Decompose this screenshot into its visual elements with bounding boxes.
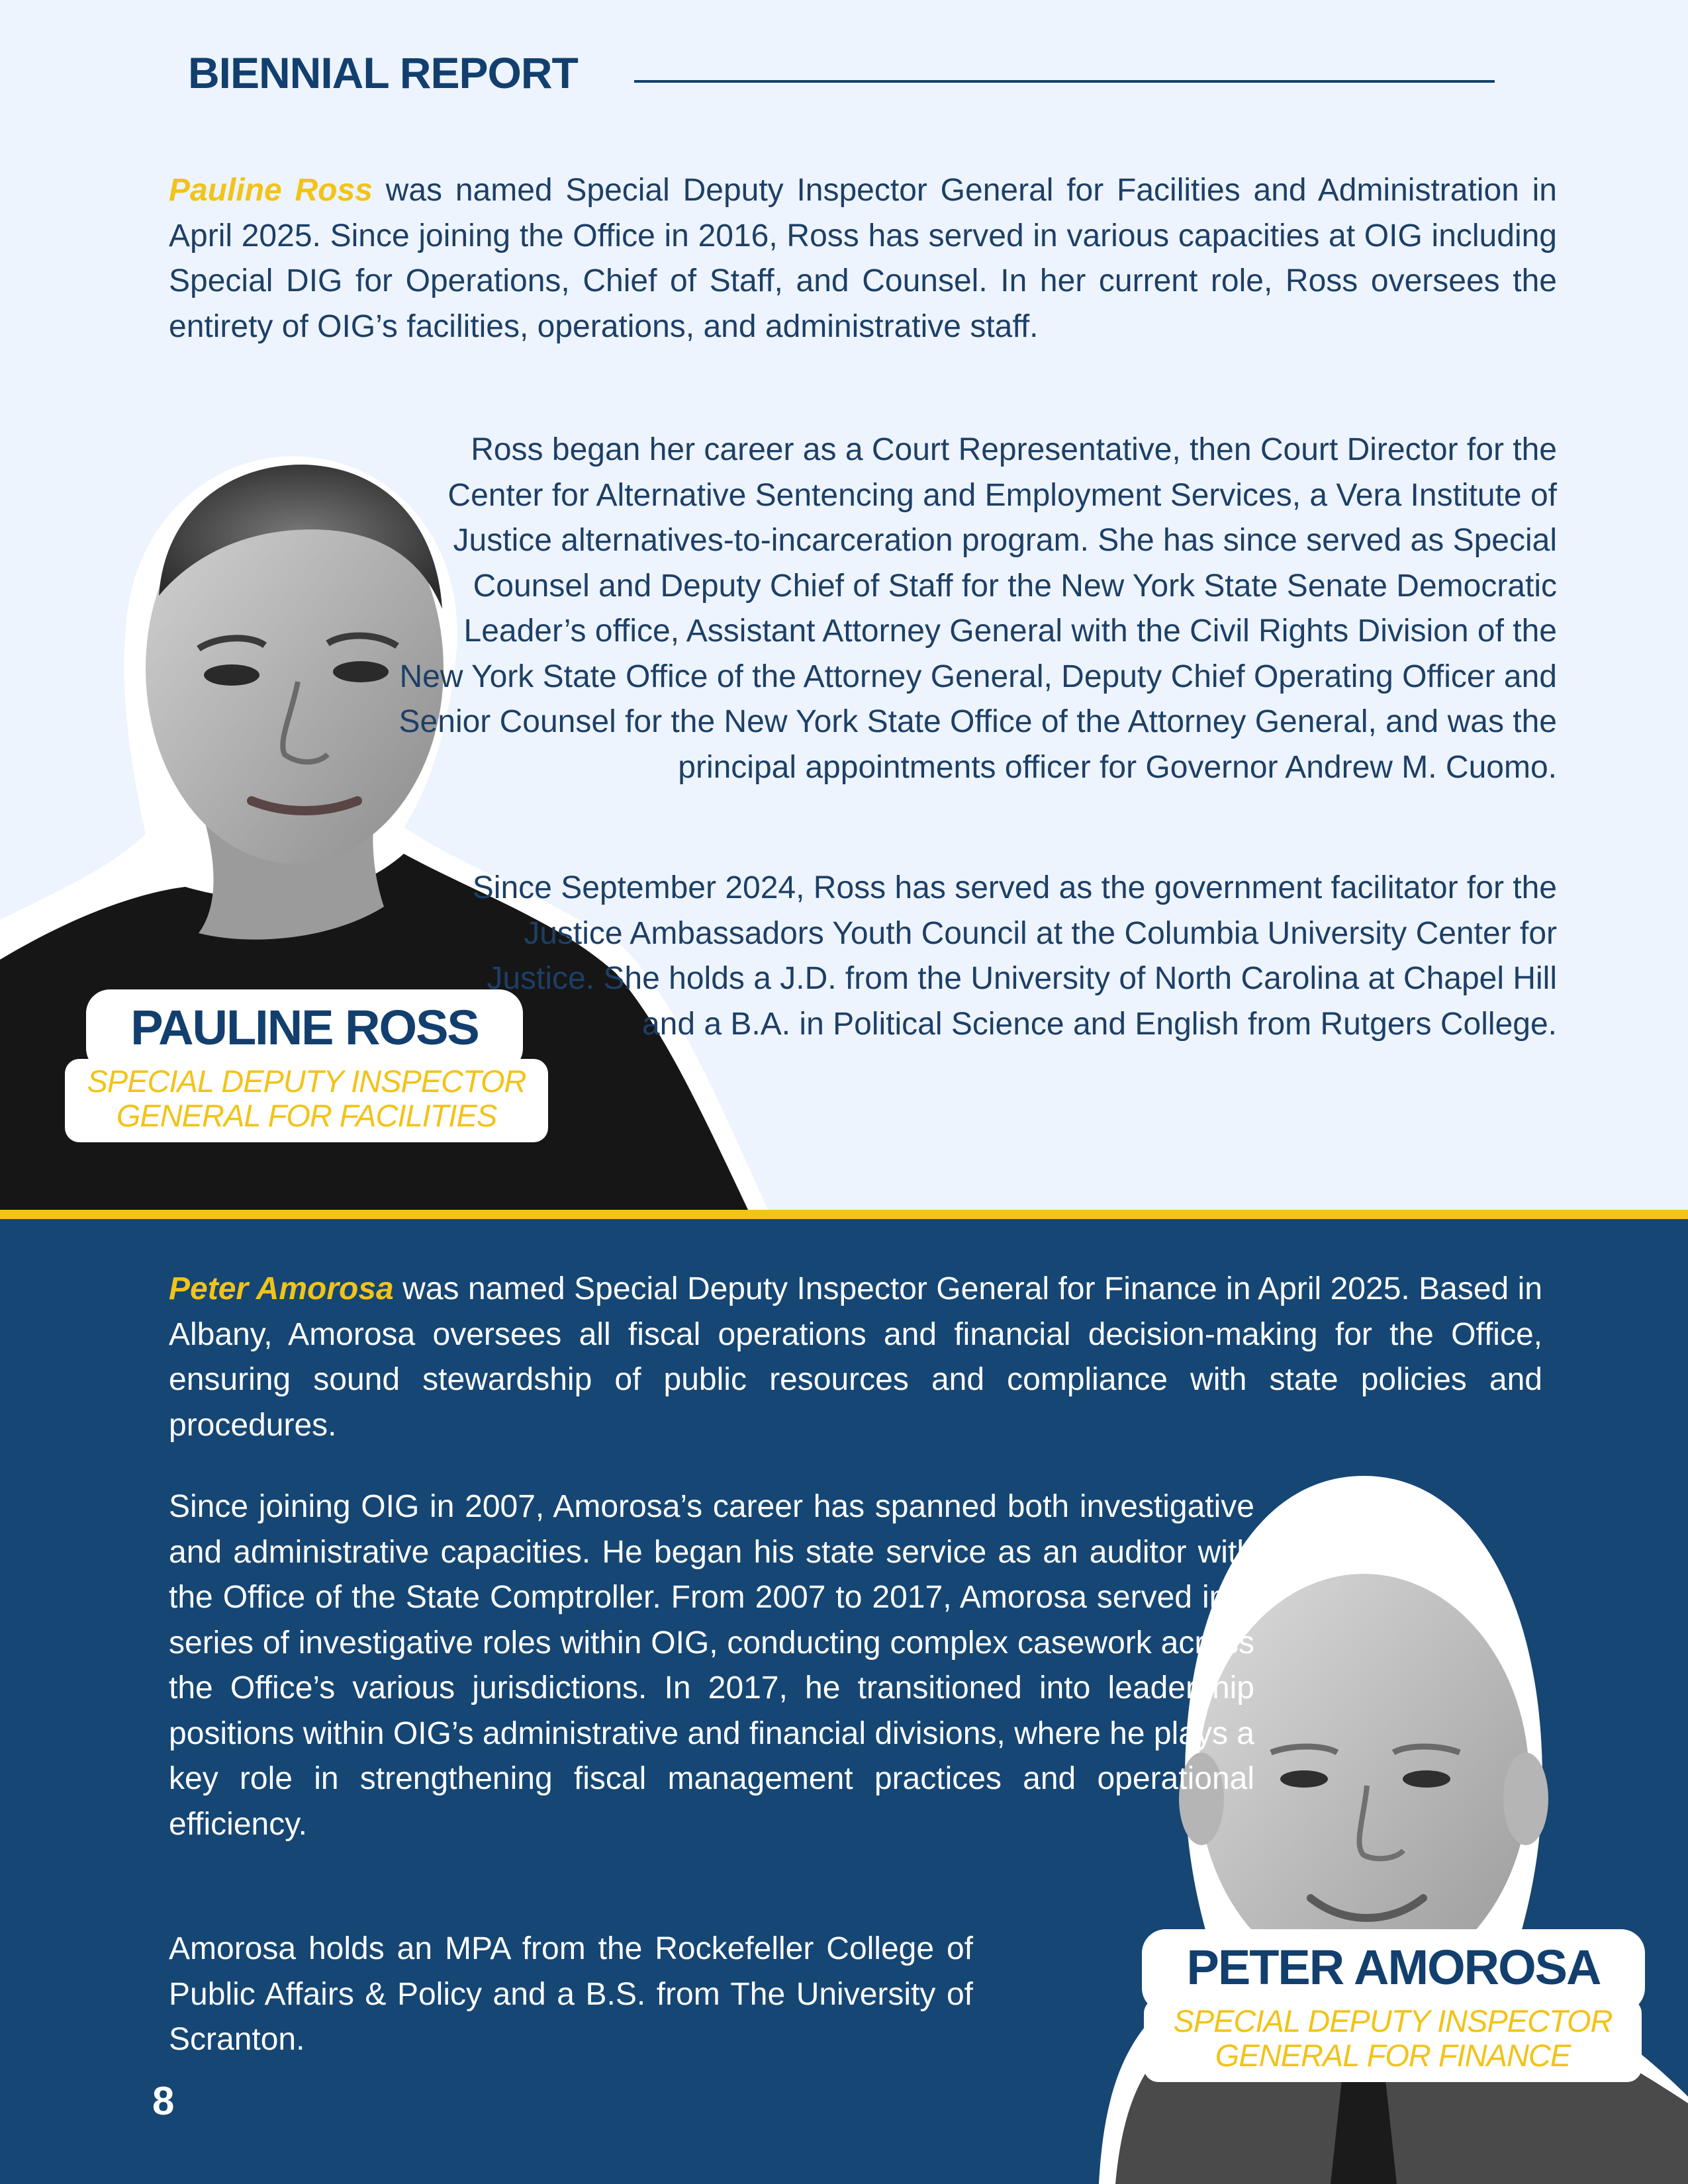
ross-name-label: PAULINE ROSS (130, 1000, 479, 1055)
report-header-title: BIENNIAL REPORT (188, 48, 578, 97)
amorosa-intro-paragraph (169, 1267, 1542, 1448)
ross-intro-text: was named Special Deputy Inspector General for Facilities and Administration in April 2025. Since joining the Office in 2016, Ross has served in various capacities at OIG including Special DIG for Operations, Chief of Staff, and Counsel. In her current role, Ross oversees the entirety of OIG’s facilities, operations, and administrative staff. (169, 173, 1557, 344)
amorosa-name-highlight: Peter Amorosa (169, 1271, 394, 1306)
ross-intro-paragraph (169, 168, 1557, 349)
amorosa-career-paragraph: Since joining OIG in 2007, Amorosa’s career has spanned both investigative and administrative capacities. He began his state service as an auditor with the Office of the State Comptroller. From 2007 to 2017, Amorosa served in a series of investigative roles within OIG, conducting complex casework across the Office’s various jurisdictions. In 2017, he transitioned into leadership positions within OIG’s administrative and financial divisions, where he plays a key role in strengthening fiscal management practices and operational efficiency. (169, 1489, 1254, 1842)
amorosa-title-box (1144, 1999, 1642, 2082)
ross-name-highlight: Pauline Ross (169, 173, 373, 208)
page-number: 8 (152, 2079, 175, 2123)
amorosa-name-block (1149, 1939, 1638, 1995)
amorosa-education-paragraph: Amorosa holds an MPA from the Rockefeller College of Public Affairs & Policy and a B.S. from The University of Scranton. (169, 1931, 973, 2057)
amorosa-title-line1: SPECIAL DEPUTY INSPECTOR (1173, 2003, 1613, 2038)
amorosa-title-line2: GENERAL FOR FINANCE (1215, 2038, 1571, 2073)
header-rule (634, 80, 1495, 83)
ross-title-box (65, 1059, 548, 1142)
amorosa-intro-text: was named Special Deputy Inspector General for Finance in April 2025. Based in Albany, Amorosa oversees all fiscal operations and financial decision-making for the Office, ensuring sound stewardship of public resources and compliance with state policies and procedures. (169, 1271, 1542, 1443)
section-divider (0, 1210, 1688, 1219)
ross-title-line1: SPECIAL DEPUTY INSPECTOR (87, 1064, 526, 1099)
ross-education-paragraph: Since September 2024, Ross has served as the government facilitator for the Justice Ambassadors Youth Council at the Columbia University Center for Justice. She holds a J.D. from the University of North Carolina at Chapel Hill and a B.A. in Political Science and English from Rutgers College. (472, 870, 1557, 1042)
ross-career-paragraph: Ross began her career as a Court Representative, then Court Director for the Center for Alternative Sentencing and Employment Services, a Vera Institute of Justice alternatives-to-incarceration program. She has since served as Special Counsel and Deputy Chief of Staff for the New York State Senate Democratic Leader’s office, Assistant Attorney General with the Civil Rights Division of the New York State Office of the Attorney General, Deputy Chief Operating Officer and Senior Counsel for the New York State Office of the Attorney General, and was the principal appointments officer for Governor Andrew M. Cuomo. (399, 432, 1557, 785)
amorosa-name-label: PETER AMOROSA (1186, 1940, 1601, 1995)
ross-title-line2: GENERAL FOR FACILITIES (116, 1098, 497, 1133)
ross-name-block (93, 999, 516, 1056)
